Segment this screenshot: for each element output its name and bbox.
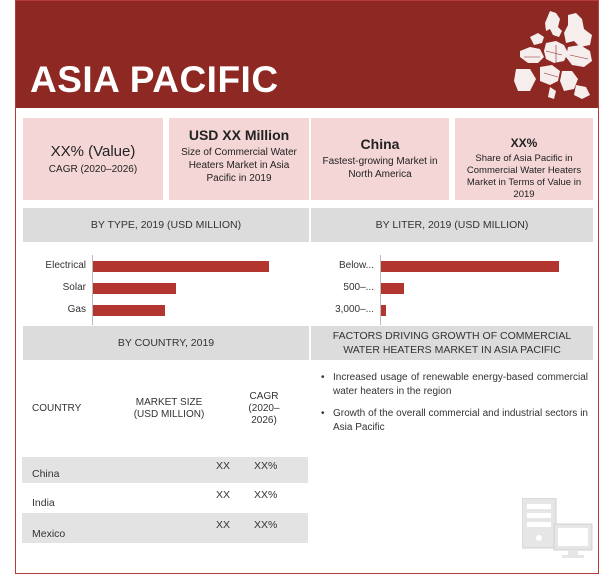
kpi-market-size-label: Size of Commercial Water Heaters Market in Asia Pacific in 2019 <box>181 147 297 184</box>
section-factors: FACTORS DRIVING GROWTH OF COMMERCIAL WATER HEATERS MARKET IN ASIA PACIFIC <box>311 326 593 360</box>
bar-label: Below... <box>338 260 374 271</box>
row-country: Mexico <box>32 528 66 540</box>
banner <box>16 1 598 108</box>
bar <box>93 305 165 316</box>
bar <box>381 261 559 272</box>
kpi-market-size <box>169 118 309 200</box>
server-monitor-icon <box>522 498 596 560</box>
row-country: China <box>32 468 60 480</box>
row-size: XX <box>216 519 231 531</box>
factors-list <box>321 371 588 443</box>
kpi-share-label: Share of Asia Pacific in Commercial Water Heaters Market in Terms of Value in 2019 <box>466 153 582 200</box>
bar <box>381 305 386 316</box>
kpi-fastest-growing-value: China <box>360 136 400 152</box>
row-cagr: XX% <box>254 489 278 501</box>
kpi-fastest-growing-label: Fastest-growing Market in North America <box>322 156 438 180</box>
table-row-china <box>22 457 308 483</box>
banner-title: ASIA PACIFIC <box>30 59 279 100</box>
table-row-mexico <box>22 513 308 543</box>
kpi-cagr-value: XX% (Value) <box>50 143 136 160</box>
section-by-country: BY COUNTRY, 2019 <box>23 326 309 360</box>
section-by-liter: BY LITER, 2019 (USD MILLION) <box>311 208 593 242</box>
infographic-frame <box>15 0 599 574</box>
row-cagr: XX% <box>254 519 278 531</box>
bar <box>381 283 404 294</box>
kpi-market-size-value: USD XX Million <box>188 127 290 143</box>
row-size: XX <box>216 489 231 501</box>
table-row-india <box>22 485 308 511</box>
kpi-share <box>455 118 593 200</box>
bar-label: 3,000–... <box>335 304 374 315</box>
table-header-country: COUNTRY <box>32 403 82 414</box>
row-size: XX <box>216 460 231 472</box>
section-by-type: BY TYPE, 2019 (USD MILLION) <box>23 208 309 242</box>
bar-label: Electrical <box>45 260 86 271</box>
table-header-cagr: CAGR (2020–2026) <box>248 391 280 426</box>
bar <box>93 261 269 272</box>
factor-item: • Growth of the overall commercial and industrial sectors in Asia Pacific <box>321 407 588 435</box>
factor-item: • Increased usage of renewable energy-based commercial water heaters in the region <box>321 371 588 399</box>
row-country: India <box>32 497 55 509</box>
kpi-fastest-growing <box>311 118 449 200</box>
bar-label: Gas <box>67 304 86 315</box>
table-header-market-size: MARKET SIZE (USD MILLION) <box>133 397 205 420</box>
kpi-cagr-label: CAGR (2020–2026) <box>48 164 138 175</box>
row-cagr: XX% <box>254 460 278 472</box>
kpi-share-value: XX% <box>510 136 538 150</box>
kpi-cagr <box>23 118 163 200</box>
bar-label: Solar <box>62 282 86 293</box>
europe-map-icon <box>510 7 596 105</box>
bar <box>93 283 176 294</box>
bar-label: 500–... <box>343 282 374 293</box>
